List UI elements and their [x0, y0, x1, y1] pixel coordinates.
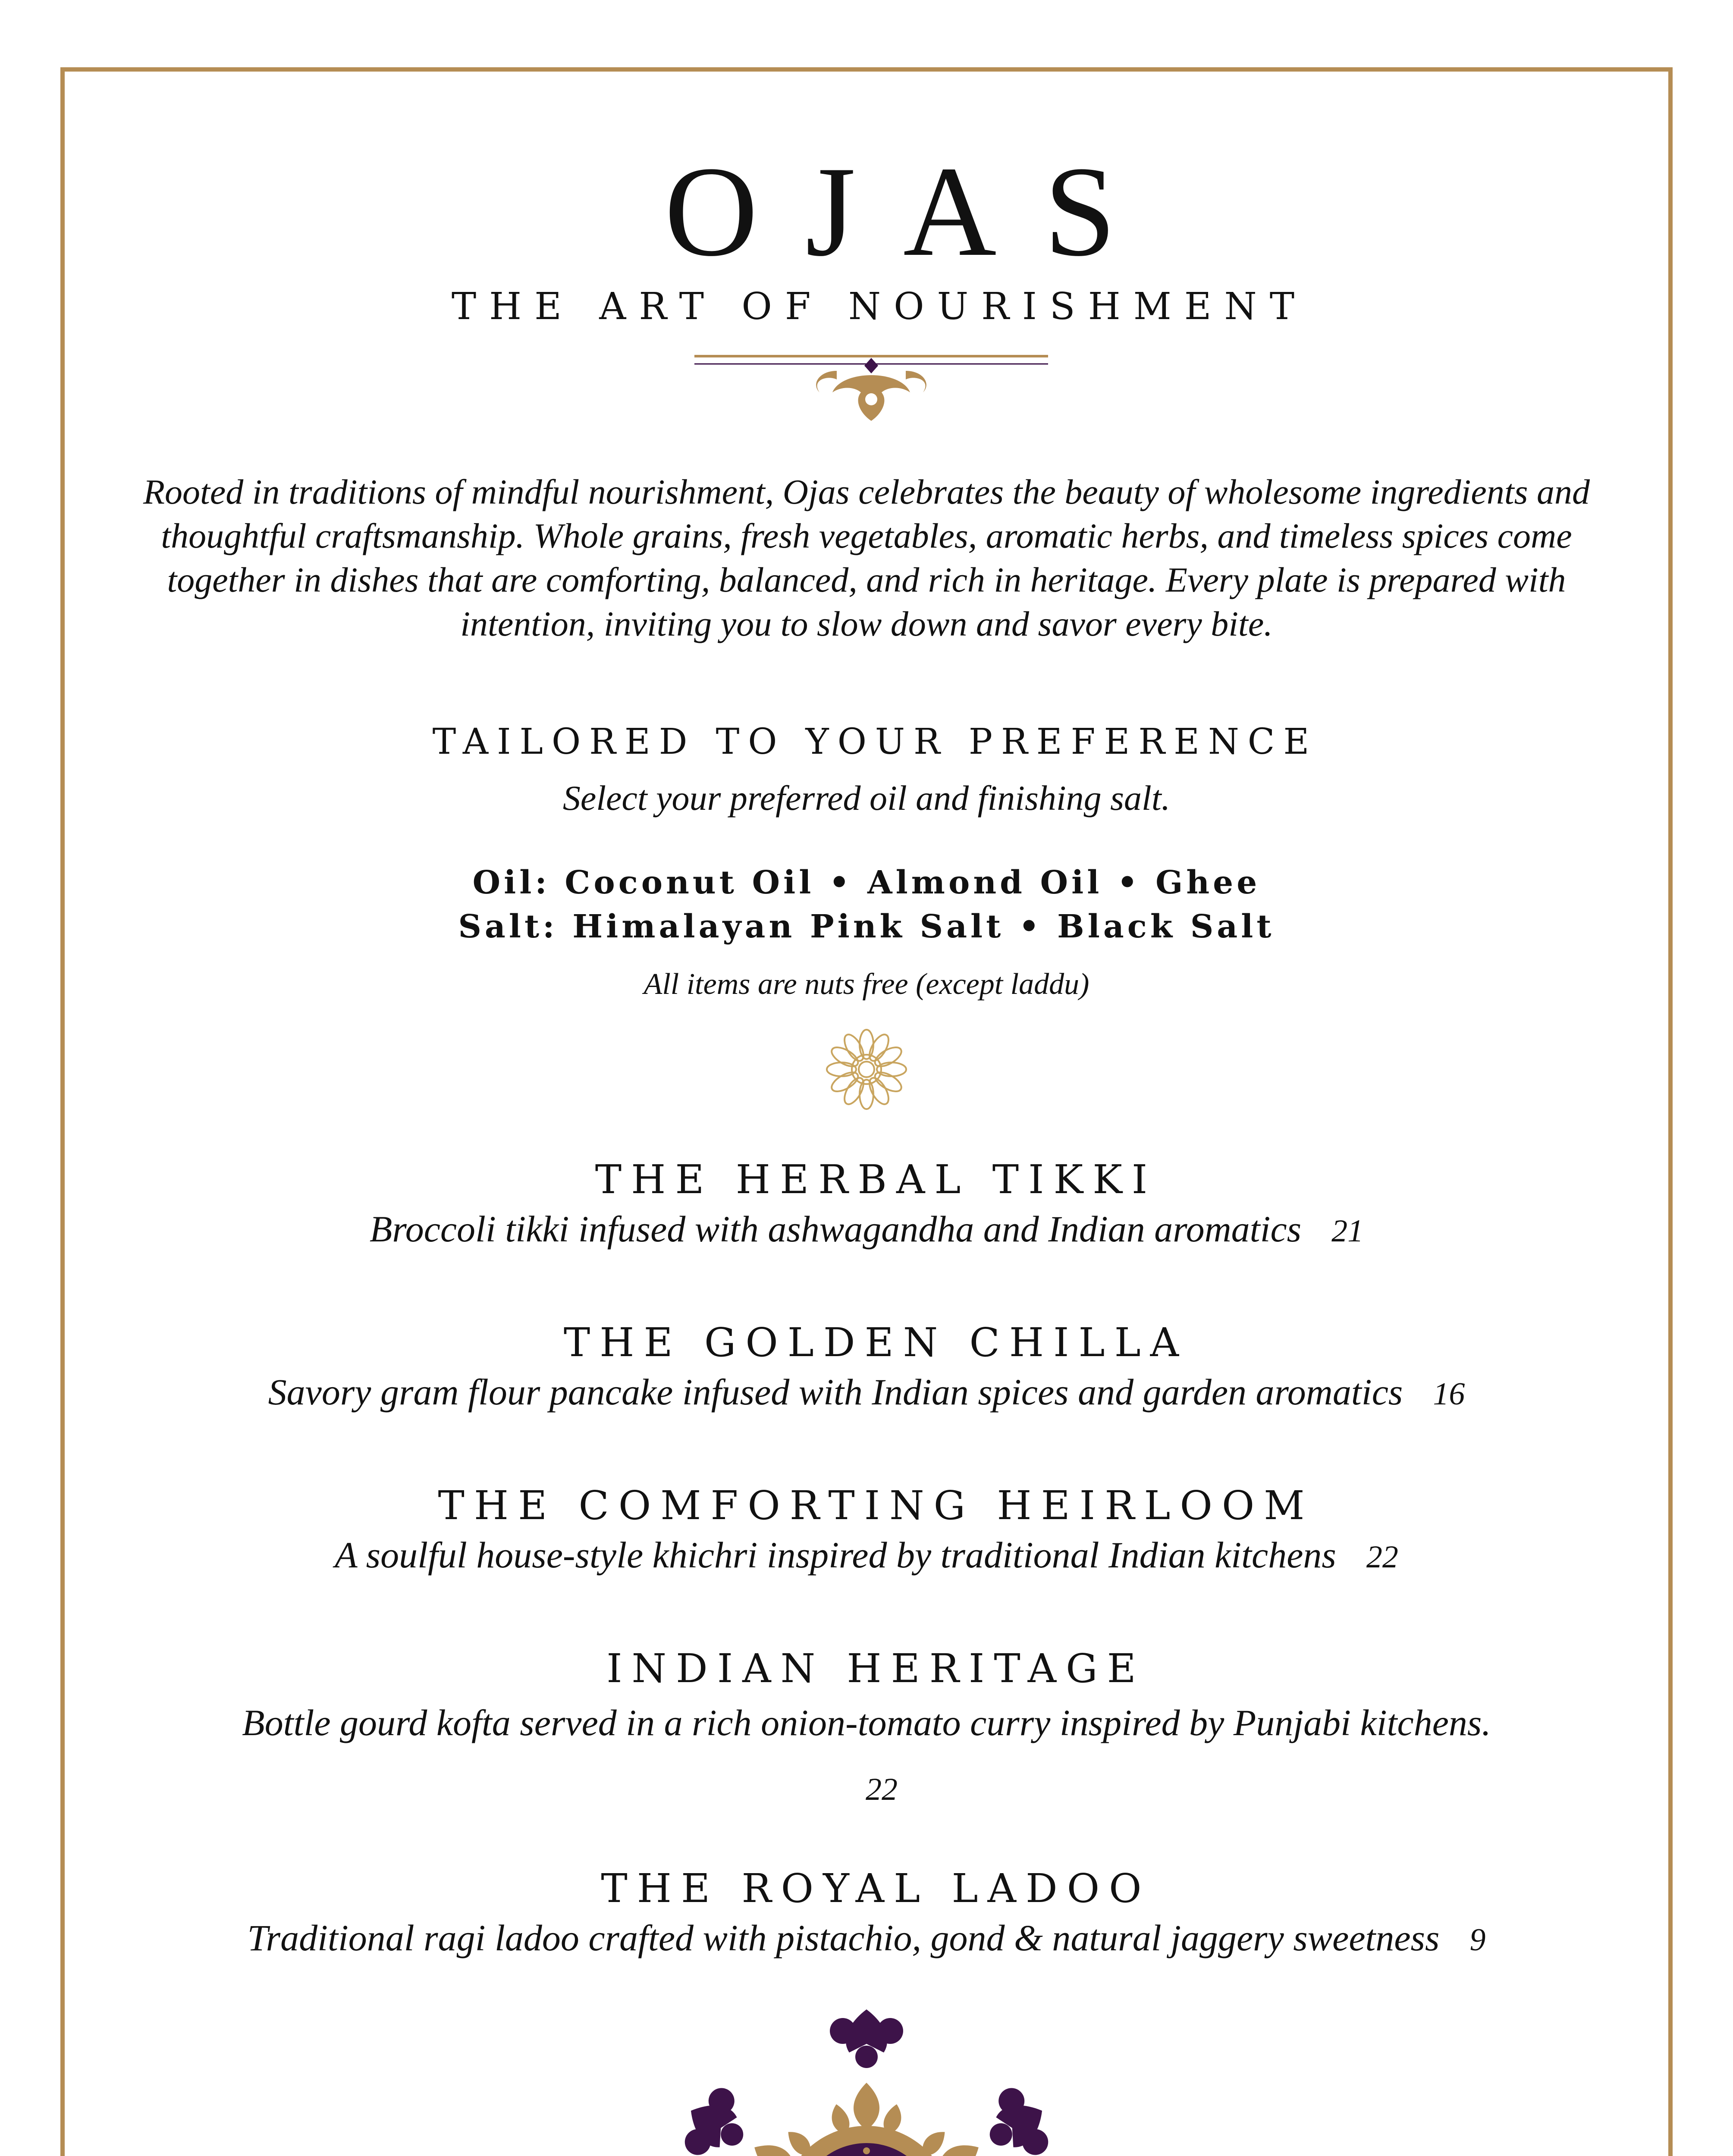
intro-paragraph: Rooted in traditions of mindful nourishment, Ojas celebrates the beauty of wholesome ingredients and thoughtful craftsmanship. Whole grains, fresh vegetables, aromatic herbs, and timeless spices come together in dishes that are comforting, balanced, and rich in heritage. Every plate is prepared with intention, inviting you to slow down and savor every bite. — [143, 472, 1590, 643]
dish-name-comforting-heirloom: THE COMFORTING HEIRLOOM — [438, 1482, 1314, 1529]
dish-price: 9 — [1469, 1922, 1486, 1958]
dish-description: Savory gram flour pancake infused with Indian spices and garden aromatics — [268, 1371, 1403, 1413]
dish-description: Bottle gourd kofta served in a rich onion-tomato curry inspired by Punjabi kitchens. — [242, 1702, 1491, 1743]
dish-desc-herbal-tikki — [0, 1203, 1733, 1255]
nut-note: All items are nuts free (except laddu) — [644, 968, 1089, 1001]
brand-tagline: THE ART OF NOURISHMENT — [451, 285, 1308, 328]
dish-name-golden-chilla: THE GOLDEN CHILLA — [563, 1319, 1189, 1366]
scroll-divider-icon — [690, 345, 1052, 427]
dish-description: Traditional ragi ladoo crafted with pistachio, gond & natural jaggery sweetness — [247, 1917, 1440, 1959]
dish-name-herbal-tikki: THE HERBAL TIKKI — [595, 1156, 1157, 1203]
dish-desc-golden-chilla — [0, 1366, 1733, 1418]
mandala-flower-icon — [823, 1026, 910, 1112]
brand-title: OJAS — [664, 140, 1164, 283]
dish-description: Broccoli tikki infused with ashwagandha and Indian aromatics — [369, 1208, 1302, 1250]
dish-desc-comforting-heirloom — [0, 1529, 1733, 1581]
dish-desc-indian-heritage — [216, 1690, 1517, 1822]
salt-options: Salt: Himalayan Pink Salt • Black Salt — [458, 908, 1275, 945]
royal-emblem-icon — [670, 2001, 1063, 2156]
dish-price: 21 — [1331, 1213, 1364, 1249]
dish-name-royal-ladoo: THE ROYAL LADOO — [601, 1865, 1151, 1912]
dish-price: 22 — [1366, 1539, 1398, 1575]
oil-options: Oil: Coconut Oil • Almond Oil • Ghee — [472, 864, 1261, 901]
dish-description: A soulful house-style khichri inspired by traditional Indian kitchens — [335, 1534, 1336, 1576]
dish-desc-royal-ladoo — [0, 1912, 1733, 1964]
dish-price: 16 — [1433, 1376, 1465, 1412]
preferences-title: TAILORED TO YOUR PREFERENCE — [432, 721, 1318, 762]
preferences-subtitle: Select your preferred oil and finishing salt. — [562, 778, 1171, 818]
dish-name-indian-heritage: INDIAN HERITAGE — [606, 1645, 1146, 1692]
dish-price: 22 — [866, 1772, 898, 1807]
